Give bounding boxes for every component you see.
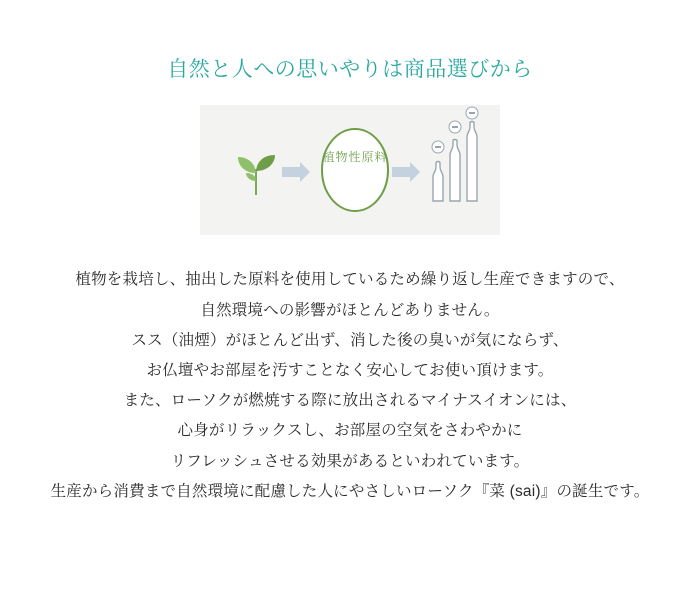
plant-material-label: 植物性原料 <box>322 150 388 165</box>
diagram-svg <box>200 105 500 235</box>
plant-material-badge <box>322 129 388 211</box>
plant-to-candle-diagram <box>200 105 500 235</box>
body-line: 自然環境への影響がほとんどありません。 <box>200 301 500 319</box>
arrow-right-icon-1 <box>282 162 310 182</box>
seedling-icon <box>238 155 275 195</box>
page-container <box>0 56 700 616</box>
body-line: リフレッシュさせる効果があるといわれています。 <box>170 452 530 470</box>
body-copy <box>20 265 680 507</box>
page-title: 自然と人への思いやりは商品選びから <box>167 58 533 81</box>
body-line: 心身がリラックスし、お部屋の空気をさわやかに <box>177 422 523 440</box>
body-line: 生産から消費まで自然環境に配慮した人にやさしいローソク『菜 (sai)』の誕生です。 <box>50 482 650 500</box>
body-line: お仏壇やお部屋を汚すことなく安心してお使い頂けます。 <box>146 361 554 379</box>
body-line: スス（油煙）がほとんど出ず、消した後の臭いが気にならず、 <box>131 331 569 349</box>
body-line: 植物を栽培し、抽出した原料を使用しているため繰り返し生産できますので、 <box>75 271 625 289</box>
arrow-right-icon-2 <box>392 162 420 182</box>
body-line: また、ローソクが燃焼する際に放出されるマイナスイオンには、 <box>123 392 577 410</box>
